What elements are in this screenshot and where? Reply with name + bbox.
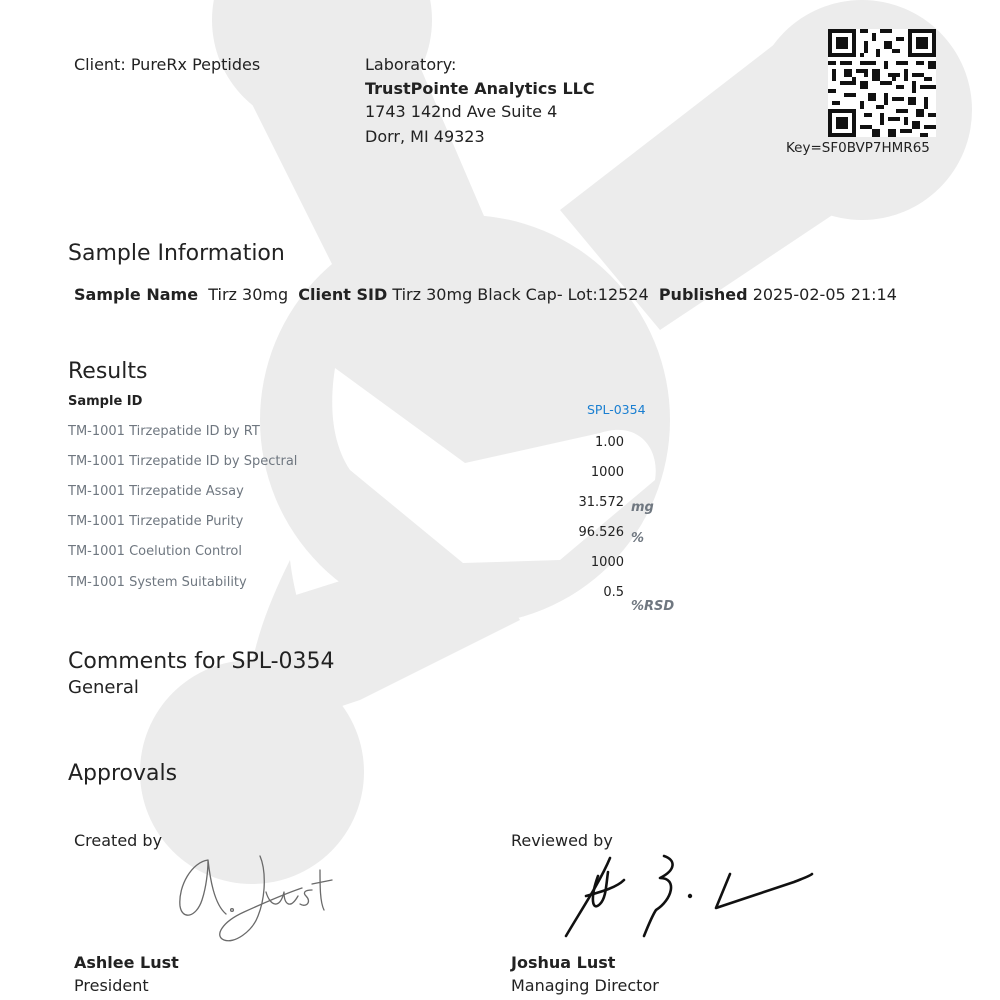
result-label-id-rt: TM-1001 Tirzepatide ID by RT [68,424,260,439]
created-by-name: Ashlee Lust [74,953,179,972]
sample-info-line [74,284,897,306]
published-label: Published [658,285,748,304]
result-unit-assay: mg [631,500,654,515]
qr-code [828,29,936,137]
sample-name-label: Sample Name [74,285,199,304]
sample-id-label: Sample ID [68,394,143,409]
results-heading: Results [68,359,148,384]
client-label: Client: [74,55,126,74]
result-unit-suitability: %RSD [631,599,675,614]
created-signature [170,848,345,948]
laboratory-address-line2: Dorr, MI 49323 [365,127,485,146]
comments-heading: Comments for SPL-0354 [68,649,335,674]
result-label-purity: TM-1001 Tirzepatide Purity [68,514,244,529]
sample-name-value: Tirz 30mg [208,285,289,304]
reviewed-by-label: Reviewed by [511,831,613,850]
reviewed-signature [560,852,820,944]
sample-id-link[interactable]: SPL-0354 [587,402,646,417]
created-by-title: President [74,976,149,995]
laboratory-label: Laboratory: [365,55,457,74]
result-value-assay: 31.572 [578,495,624,510]
result-label-id-spectral: TM-1001 Tirzepatide ID by Spectral [68,454,298,469]
sample-info-heading: Sample Information [68,241,285,266]
comments-category: General [68,677,139,698]
client-sid-value: Tirz 30mg Black Cap- Lot:12524 [392,285,649,304]
approvals-heading: Approvals [68,761,178,786]
reviewed-by-title: Managing Director [511,976,659,995]
result-label-suitability: TM-1001 System Suitability [68,575,247,590]
qr-key: Key=SF0BVP7HMR65 [786,140,930,156]
created-by-label: Created by [74,831,163,850]
result-unit-purity: % [631,531,645,546]
result-value-coelution: 1000 [590,555,624,570]
client-name: PureRx Peptides [130,55,261,74]
laboratory-name: TrustPointe Analytics LLC [365,79,595,98]
result-label-coelution: TM-1001 Coelution Control [68,544,242,559]
result-value-id-spectral: 1000 [590,465,624,480]
result-value-id-rt: 1.00 [595,435,624,450]
result-value-suitability: 0.5 [603,585,624,600]
result-label-assay: TM-1001 Tirzepatide Assay [68,484,244,499]
client-sid-label: Client SID [298,285,388,304]
laboratory-address-line1: 1743 142nd Ave Suite 4 [365,102,558,121]
result-value-purity: 96.526 [578,525,624,540]
client-line [74,54,260,76]
reviewed-by-name: Joshua Lust [511,953,616,972]
published-value: 2025-02-05 21:14 [752,285,897,304]
